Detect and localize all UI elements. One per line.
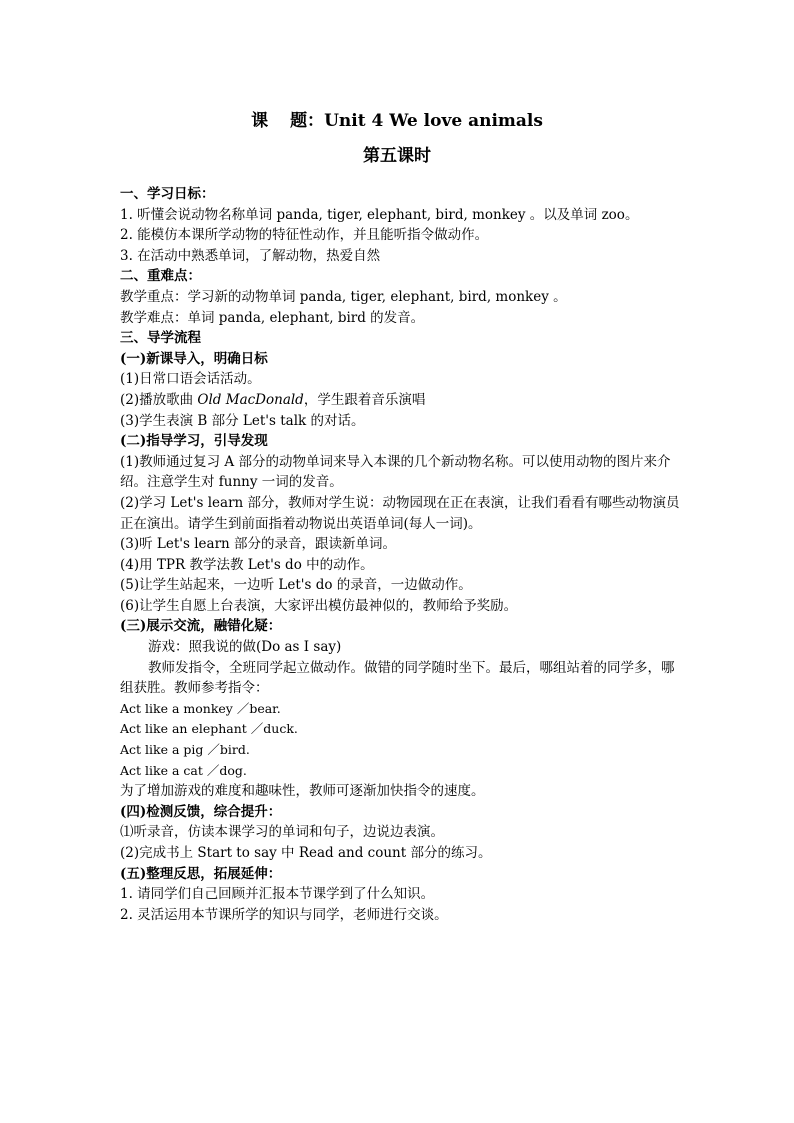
title-prefix-2: 题：	[290, 111, 325, 131]
command-item: Act like an elephant ／duck.	[120, 721, 298, 737]
part1-item: (3)学生表演 B 部分 Let's talk 的对话。	[120, 412, 365, 429]
key-point: 教学重点：学习新的动物单词 panda, tiger, elephant, bird, monkey 。	[120, 288, 567, 305]
document-body	[120, 184, 680, 925]
part4-item: ⑴听录音，仿读本课学习的单词和句子，边说边表演。	[120, 824, 444, 841]
part2-item: (2)学习 Let's learn 部分，教师对学生说：动物园现在正在表演，让我们看看有哪些动物演员正在演出。请学生到前面指着动物说出英语单词(每人一词)。	[120, 494, 680, 532]
lesson-subtitle: 第五课时	[363, 146, 431, 166]
part3-heading: (三)展示交流，融错化疑：	[120, 618, 282, 635]
part4-heading: (四)检测反馈，综合提升：	[120, 803, 282, 820]
flow-heading: 三、导学流程	[120, 330, 201, 347]
part2-item: (1)教师通过复习 A 部分的动物单词来导入本课的几个新动物名称。可以使用动物的图片来介绍。注意学生对 funny 一词的发音。	[120, 453, 671, 491]
command-item: Act like a pig ／bird.	[120, 742, 250, 758]
title-text: Unit 4 We love animals	[324, 111, 543, 131]
part1-song-item	[120, 390, 680, 411]
part3-game: 游戏：照我说的做(Do as I say)	[148, 639, 342, 656]
part1-heading: (一)新课导入，明确日标	[120, 350, 268, 367]
part2-item: (3)听 Let's learn 部分的录音，跟读新单词。	[120, 536, 397, 553]
part2-item: (4)用 TPR 教学法教 Let's do 中的动作。	[120, 556, 374, 573]
song-prefix: (2)播放歌曲	[120, 391, 198, 408]
part2-item: (6)让学生自愿上台表演，大家评出模仿最神似的，教师给予奖励。	[120, 597, 518, 614]
part1-item: (1)日常口语会话活动。	[120, 371, 261, 388]
part2-item: (5)让学生站起来，一边听 Let's do 的录音，一边做动作。	[120, 577, 472, 594]
title-prefix-1: 课	[251, 111, 269, 131]
goal-item: 2. 能模仿本课所学动物的特征性动作，并且能听指令做动作。	[120, 227, 489, 244]
part3-note: 为了增加游戏的难度和趣味性，教师可逐渐加快指令的速度。	[120, 783, 485, 800]
goal-item: 1. 听懂会说动物名称单词 panda, tiger, elephant, bird, monkey 。以及单词 zoo。	[120, 206, 639, 223]
command-item: Act like a cat ／dog.	[120, 762, 247, 778]
song-suffix: ，学生跟着音乐演唱	[303, 391, 426, 408]
part2-heading: (二)指导学习，引导发现	[120, 433, 268, 450]
part5-item: 2. 灵活运用本节课所学的知识与同学，老师进行交谈。	[120, 906, 448, 923]
key-heading: 二、重难点：	[120, 268, 201, 285]
goal-item: 3. 在活动中熟悉单词，了解动物，热爱自然	[120, 247, 381, 264]
part3-description: 教师发指令，全班同学起立做动作。做错的同学随时坐下。最后，哪组站着的同学多，哪组获胜。教师参考指令：	[120, 659, 675, 697]
part4-item: (2)完成书上 Start to say 中 Read and count 部分的练习。	[120, 845, 492, 861]
key-point: 教学难点：单词 panda, elephant, bird 的发音。	[120, 309, 425, 326]
part5-item: 1. 请同学们自己回顾并汇报本节课学到了什么知识。	[120, 886, 435, 903]
command-item: Act like a monkey ／bear.	[120, 700, 281, 716]
song-title: Old MacDonald	[197, 391, 304, 408]
goals-heading: 一、学习日标：	[120, 186, 215, 202]
lesson-title	[0, 106, 794, 131]
part5-heading: (五)整理反思，拓展延伸：	[120, 865, 282, 882]
